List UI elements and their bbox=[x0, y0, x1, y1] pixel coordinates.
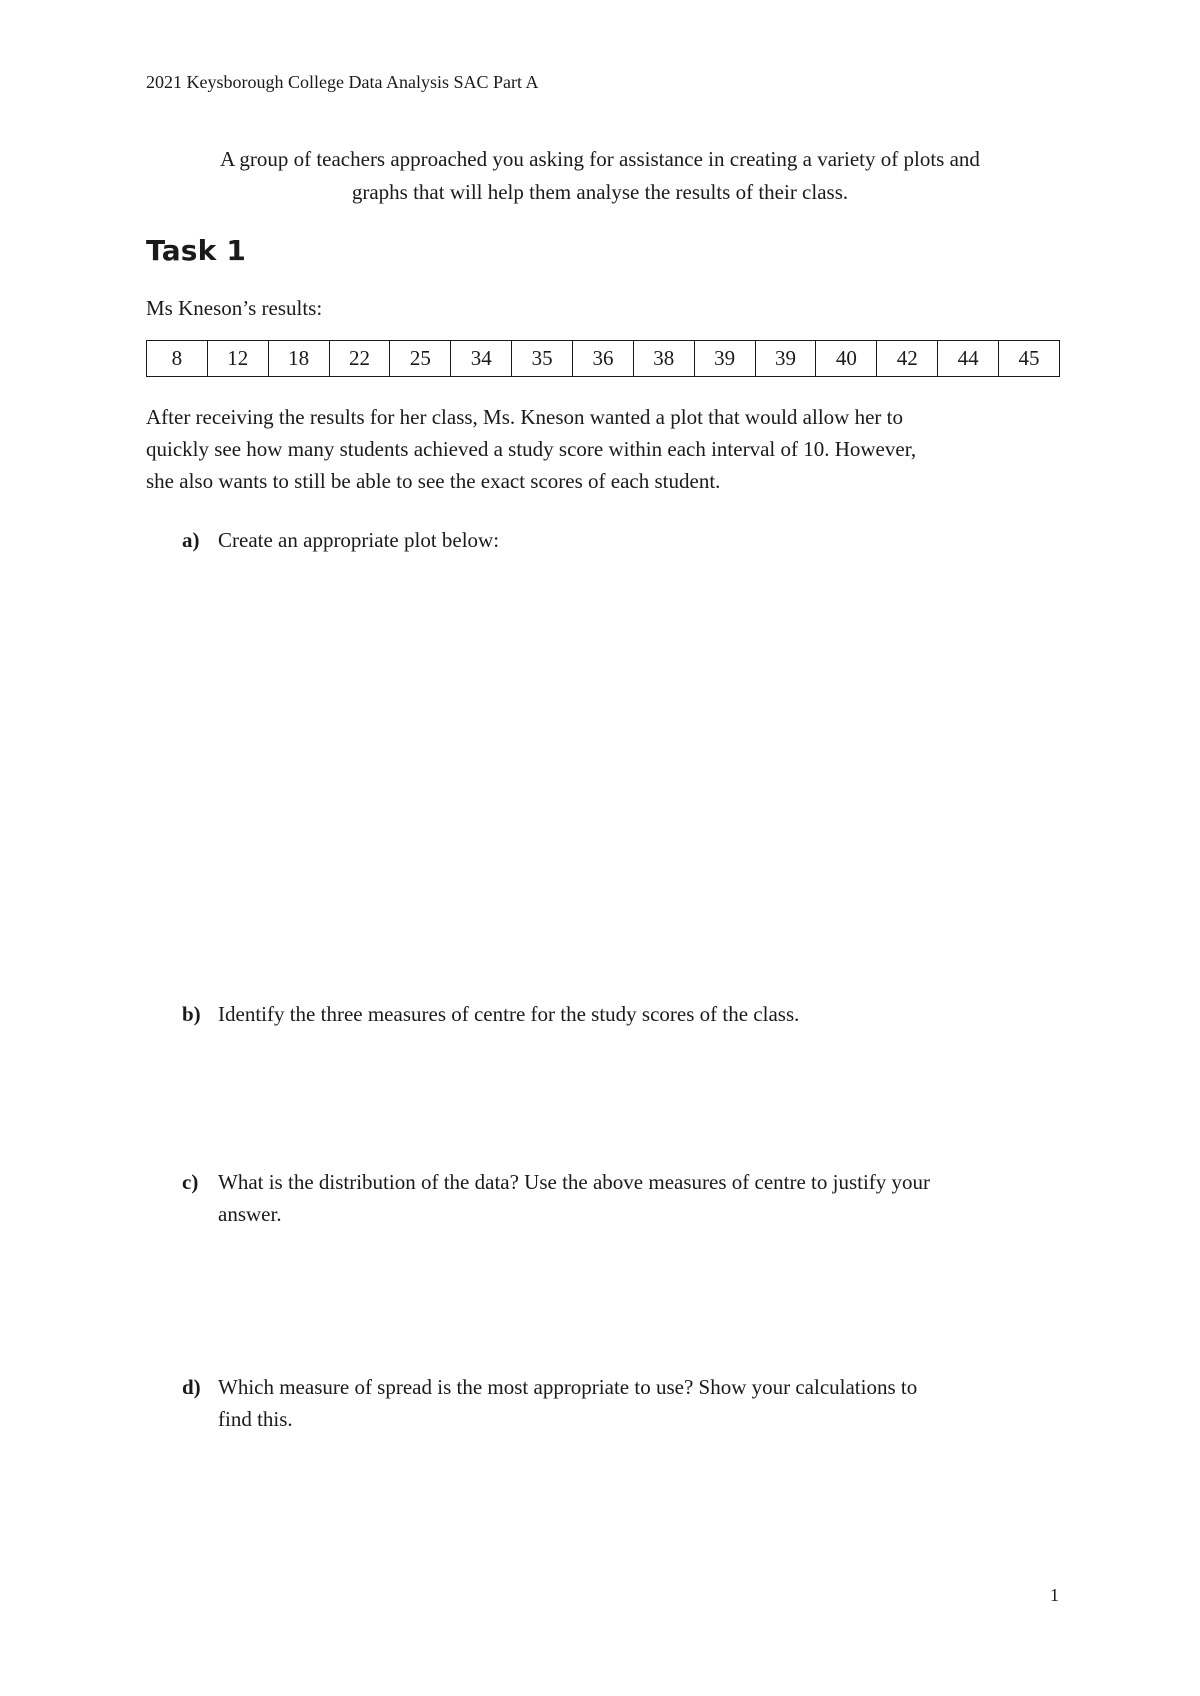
score-cell: 45 bbox=[999, 341, 1060, 377]
question-line: find this. bbox=[218, 1407, 293, 1431]
description-line: she also wants to still be able to see the exact scores of each student. bbox=[146, 469, 721, 493]
score-cell: 8 bbox=[147, 341, 208, 377]
question-line: Which measure of spread is the most appropriate to use? Show your calculations to bbox=[218, 1375, 918, 1399]
score-cell: 44 bbox=[938, 341, 999, 377]
score-cell: 39 bbox=[694, 341, 755, 377]
results-label: Ms Kneson’s results: bbox=[146, 296, 323, 320]
intro-line: graphs that will help them analyse the results of their class. bbox=[351, 180, 849, 204]
score-cell: 42 bbox=[877, 341, 938, 377]
score-cell: 36 bbox=[573, 341, 634, 377]
page-number: 1 bbox=[1050, 1585, 1059, 1605]
score-cell: 12 bbox=[207, 341, 268, 377]
score-cell: 38 bbox=[633, 341, 694, 377]
scores-table bbox=[146, 340, 1060, 377]
question-line: Identify the three measures of centre for the study scores of the class. bbox=[218, 1002, 800, 1026]
score-cell: 35 bbox=[512, 341, 573, 377]
score-cell: 34 bbox=[451, 341, 512, 377]
score-cell: 18 bbox=[268, 341, 329, 377]
description-line: quickly see how many students achieved a study score within each interval of 10. However, bbox=[146, 437, 917, 461]
scores-row bbox=[147, 341, 1060, 377]
question-line: answer. bbox=[218, 1202, 282, 1226]
score-cell: 40 bbox=[816, 341, 877, 377]
score-cell: 25 bbox=[390, 341, 451, 377]
question-line: What is the distribution of the data? Use the above measures of centre to justify your bbox=[218, 1170, 931, 1194]
intro-line: A group of teachers approached you asking for assistance in creating a variety of plots and bbox=[220, 147, 980, 171]
score-cell: 39 bbox=[755, 341, 816, 377]
question-letter: c) bbox=[182, 1170, 199, 1194]
question-letter: d) bbox=[182, 1375, 201, 1399]
question-text bbox=[218, 1371, 1068, 1435]
page-header: 2021 Keysborough College Data Analysis SAC Part A bbox=[146, 72, 539, 92]
question-line: Create an appropriate plot below: bbox=[218, 528, 500, 552]
question-letter: b) bbox=[182, 1002, 201, 1026]
task-description bbox=[146, 401, 1066, 497]
description-line: After receiving the results for her class, Ms. Kneson wanted a plot that would allow her to bbox=[146, 405, 903, 429]
score-cell: 22 bbox=[329, 341, 390, 377]
question-letter: a) bbox=[182, 528, 200, 552]
question-text bbox=[218, 998, 1068, 1030]
question-text bbox=[218, 1166, 1068, 1230]
intro-paragraph bbox=[146, 143, 1054, 209]
task-title: Task 1 bbox=[146, 234, 247, 267]
question-text bbox=[218, 524, 1068, 556]
